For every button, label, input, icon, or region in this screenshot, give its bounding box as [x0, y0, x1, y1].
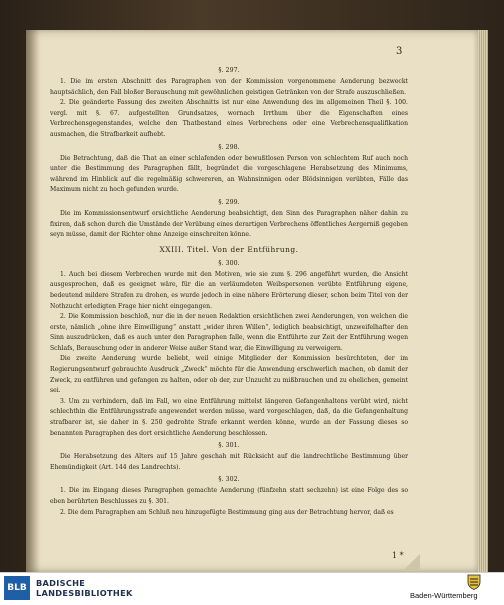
- paragraph: Die Betrachtung, daß die That an einer schlafenden oder bewußtlosen Person von schlechtem Ruf auch noch unter die Bestimmung des Paragraphen fällt, begründet die vorgeschlagene Herabsetzung des Minimums, während im Hinblick auf die regelmäßig schwereren, an Wahnsinnigen oder Blödsinnigen verübten, Fälle das Maximum nicht zu hoch gefunden wurde.: [50, 154, 408, 194]
- page-edges: [478, 30, 488, 572]
- blb-logo[interactable]: BLB: [4, 576, 30, 600]
- library-name-line2: LANDESBIBLIOTHEK: [36, 588, 133, 598]
- page-number: 3: [396, 46, 403, 57]
- section-heading: §. 301.: [218, 442, 240, 450]
- paragraph: 2. Die Kommission beschloß, nur die in der neuen Redaktion ersichtlichen zwei Aenderungen, von welchen die erste, nämlich „ohne ihre Einwilligung“ anstatt „wider ihren Willen“, lediglich beabsichtigt, unzweifelhafter den Sinn auszudrücken, daß es auch unter den Paragraphen falle, wenn die Entführte zur Zeit der Entführung wegen Schlafs, Berauschung oder in anderer Weise außer Stand war, die Einwilligung zu verweigern.: [50, 313, 408, 352]
- chapter-title: XXIII. Titel. Von der Entführung.: [159, 244, 299, 254]
- state-label: Baden-Württemberg: [410, 591, 478, 600]
- paragraph: Die Herabsetzung des Alters auf 15 Jahre geschah mit Rücksicht auf die landrechtliche Bestimmung über Ehemündigkeit (Art. 144 des Landrechts).: [50, 453, 408, 471]
- paragraph: 1. Die im Eingang dieses Paragraphen gemachte Aenderung (fünfzehn statt sechzehn) ist eine Folge des so eben berührten Beschlusses zu §. 301.: [50, 487, 408, 505]
- section-heading: §. 300.: [218, 259, 240, 267]
- section-heading: §. 302.: [218, 476, 240, 484]
- page-gutter-shadow: [26, 30, 40, 572]
- signature-mark: 1 *: [392, 551, 404, 560]
- crest-icon: [466, 574, 482, 590]
- section-heading: §. 298.: [218, 143, 240, 151]
- paragraph: 1. Die im ersten Abschnitt des Paragraphen von der Kommission vorgenommene Aenderung bezweckt hauptsächlich, den Fall bloßer Berauschung mit gewöhnlichen geistigen Getränken von der Strafe auszuschließen.: [50, 78, 408, 96]
- section-heading: §. 297.: [218, 67, 240, 74]
- library-name[interactable]: [36, 578, 133, 598]
- paragraph: Die im Kommissionsentwurf ersichtliche Aenderung beabsichtigt, den Sinn des Paragraphen näher dahin zu fixiren, daß schon durch die Umstände der Verübung eines derartigen Verbrechens öffentliches Aergerniß gegeben seyn müsse, damit der Richter ohne Anzeige einschreiten könne.: [50, 209, 408, 239]
- paragraph: 2. Die dem Paragraphen am Schluß neu hinzugefügte Bestimmung ging aus der Betrachtung hervor, daß es: [60, 508, 394, 516]
- paragraph: 1. Auch bei diesem Verbrechen wurde mit den Motiven, wie sie zum §. 296 angeführt wurden, die Ansicht ausgesprochen, daß es geeignet wäre, für die an verläumdeten Weibspersonen verübte Entführung eigene, bedeutend mildere Strafen zu drohen, es wurde jedoch in eine nähere Erörterung dieser, schon beim Titel von der Nothzucht erledigten Frage hier nicht eingegangen.: [50, 270, 408, 310]
- paragraph: Die zweite Aenderung wurde beliebt, weil einige Mitglieder der Kommission besürchteten, der im Regierungsentwurf gebrauchte Ausdruck „Zweck“ möchte für die Anwendung erschwerlich machen, ob damit der Zweck, zu entführen und gefangen zu halten, oder ob der, zur Unzucht zu mißbrauchen und zu ehelichen, gemeint sei.: [50, 355, 408, 395]
- library-name-line1: BADISCHE: [36, 578, 86, 588]
- page-corner-curl: [404, 553, 420, 571]
- section-heading: §. 299.: [218, 198, 240, 206]
- page-body-text: [50, 64, 408, 518]
- paragraph: 3. Um zu verhindern, daß im Fall, wo eine Entführung mittelst längeren Gefangenhaltens verübt wird, nicht schlechthin die Entführungsstrafe angewendet werden müsse, ward vorgeschlagen, daß, da die Gefangenhaltung strafbarer ist, sie daher in §. 250 gedrohte Strafe erkannt werden könne, wurde an der Fassung dieses so benannten Paragraphen des dort ersichtliche Aenderung beschlossen.: [50, 397, 408, 437]
- paragraph: 2. Die geänderte Fassung des zweiten Abschnitts ist nur eine Anwendung des im allgemeinen Theil §. 100. vergl. mit §. 67. aufgestellten Grundsatzes, wornach Irrthum über die Eigenschaften eines Verbrechensgegenstandes, welche den Thatbestand eines Verbrechens oder eine Verbrechensqualifikation ausmachen, die Strafbarkeit aufhebt.: [50, 99, 408, 138]
